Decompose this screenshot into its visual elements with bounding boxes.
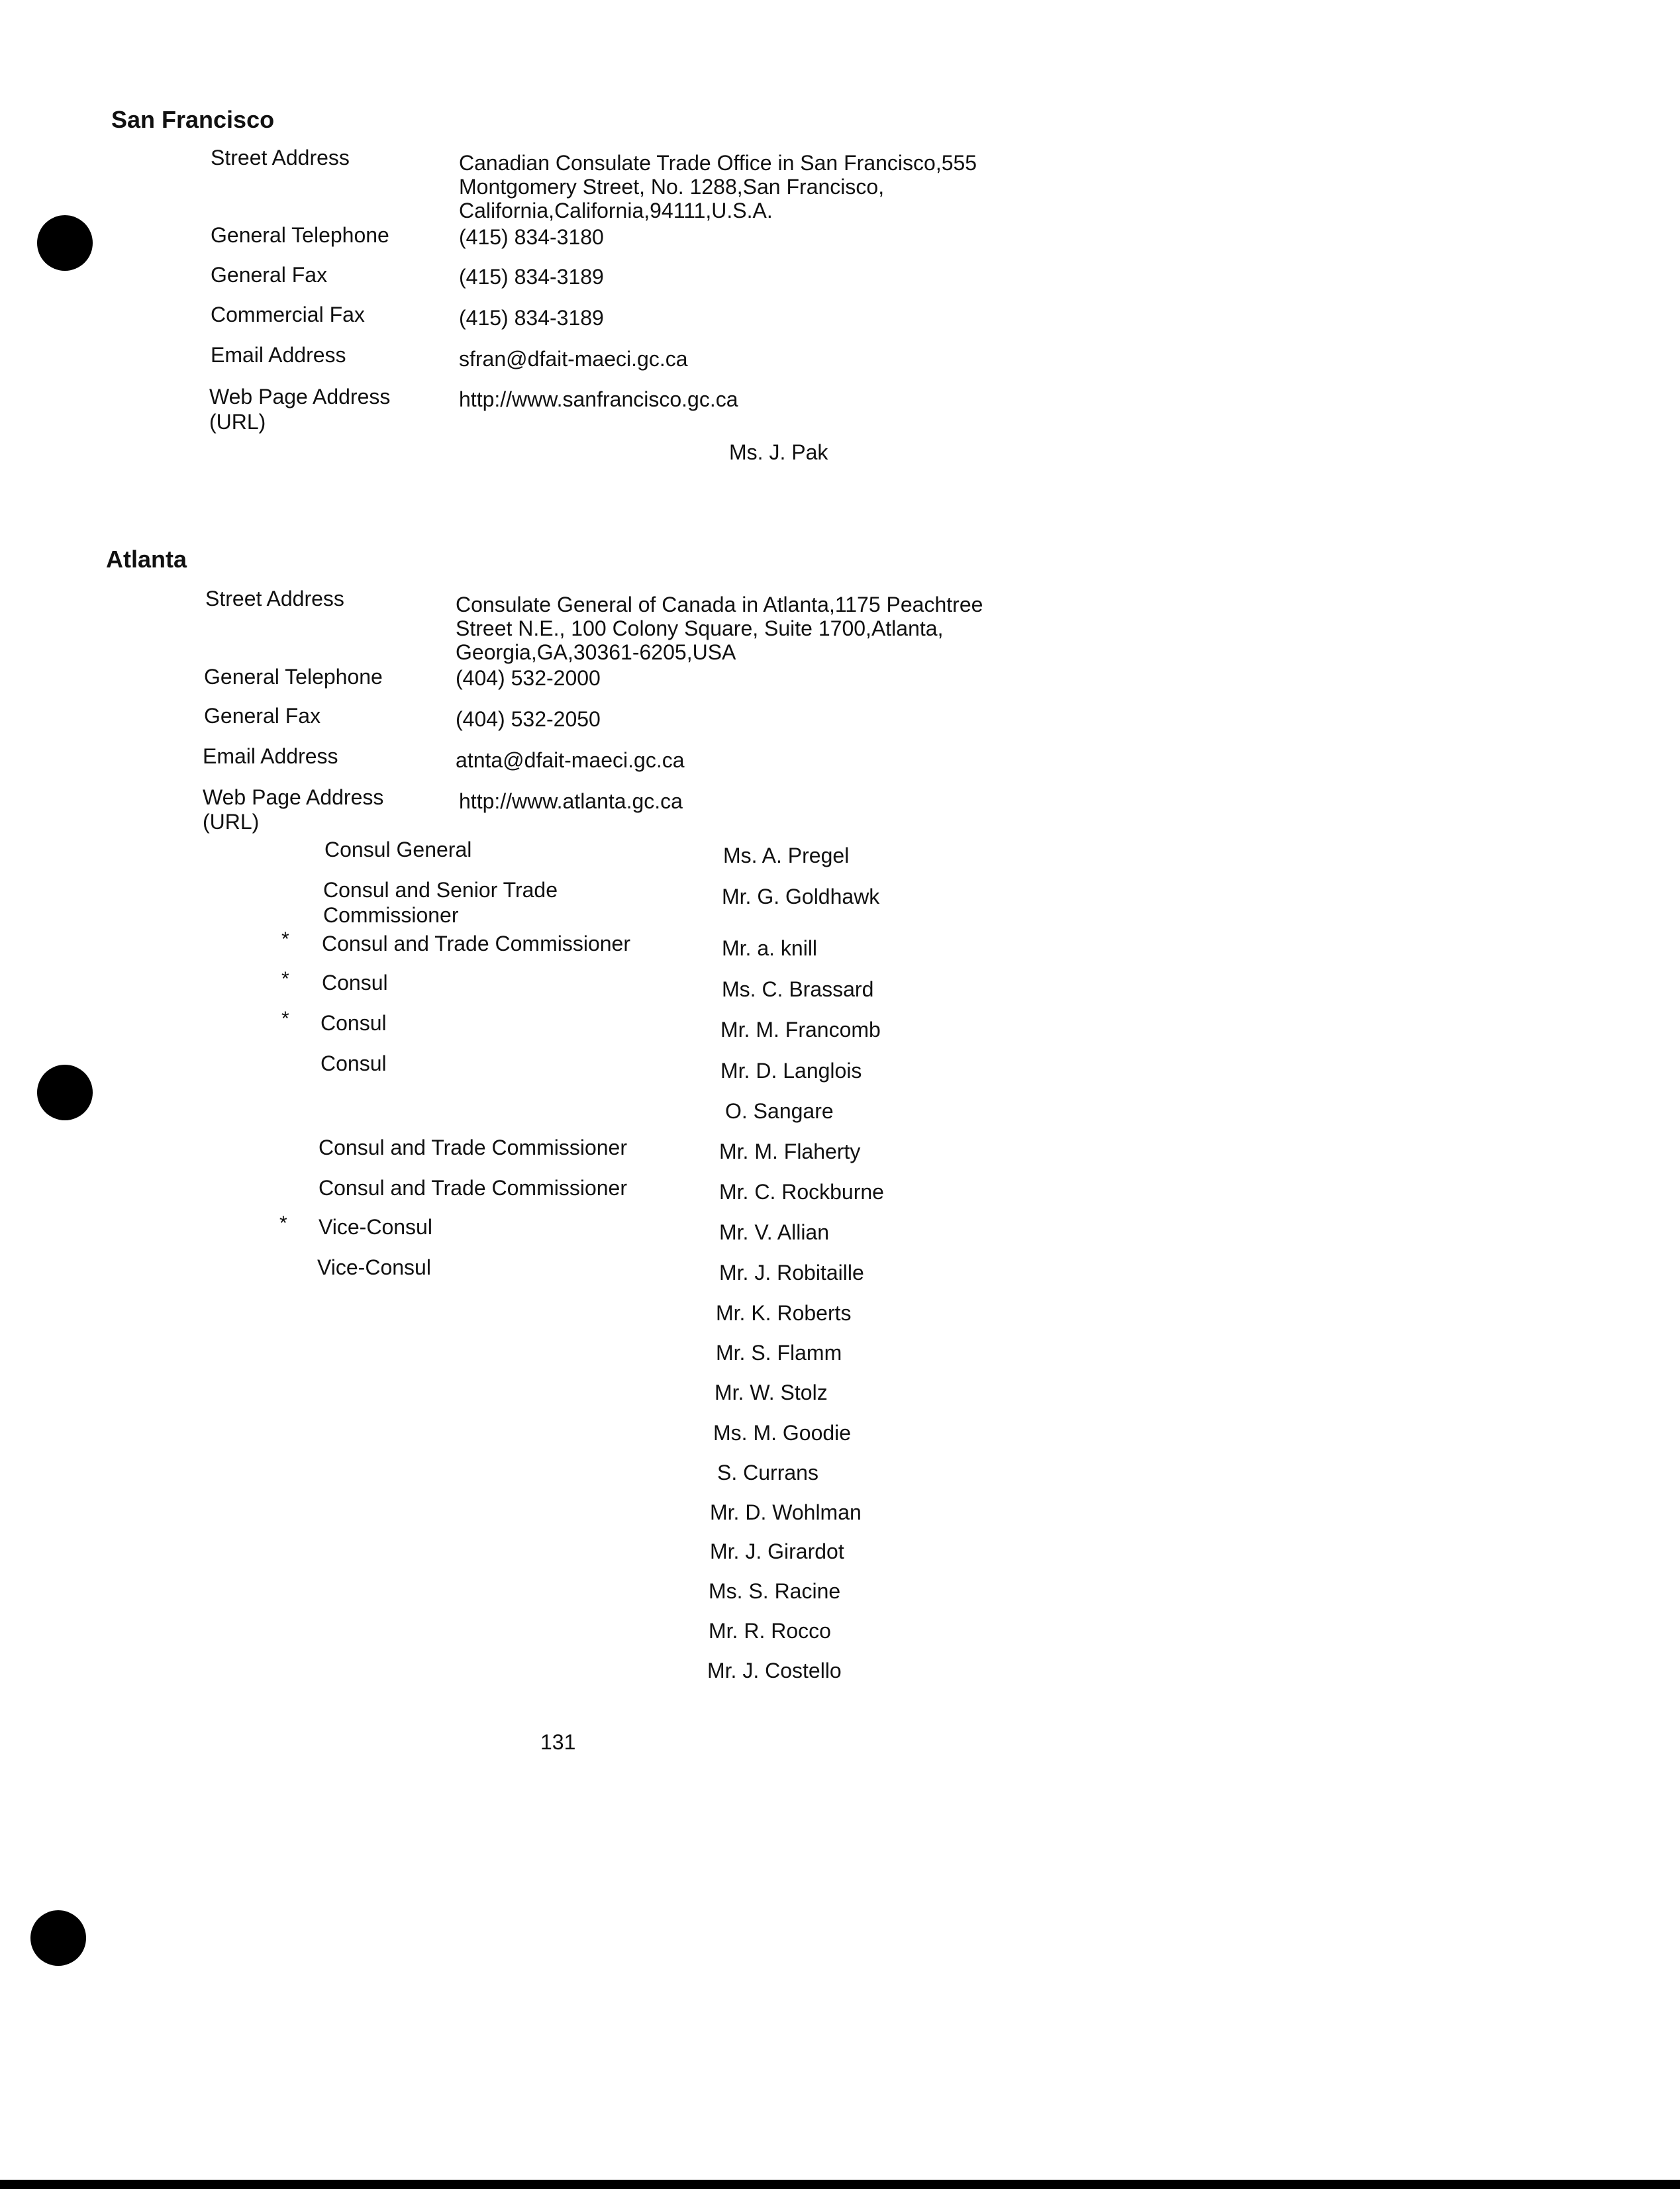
atl-name: Ms. S. Racine — [709, 1579, 841, 1603]
atl-name: Mr. K. Roberts — [716, 1301, 852, 1325]
sf-web-label-line1: Web Page Address — [209, 385, 391, 409]
atl-role-star: * — [281, 1008, 289, 1030]
sf-web-label-line2: (URL) — [209, 410, 266, 434]
atl-street-line1: Consulate General of Canada in Atlanta,1175 Peachtree — [456, 593, 983, 616]
atl-name: Ms. A. Pregel — [723, 844, 850, 867]
atl-name: Mr. M. Flaherty — [719, 1140, 861, 1163]
atl-name: Mr. S. Flamm — [716, 1341, 842, 1365]
sf-commercial-fax-label: Commercial Fax — [211, 303, 365, 326]
atl-name: Mr. R. Rocco — [709, 1619, 831, 1643]
atl-role: Consul and Senior Trade — [323, 878, 558, 902]
atl-role: Vice-Consul — [317, 1255, 431, 1279]
binder-hole-top — [37, 215, 93, 271]
atl-street-label: Street Address — [205, 587, 344, 610]
sf-street-line1: Canadian Consulate Trade Office in San Francisco,555 — [459, 151, 977, 175]
atl-name: Mr. W. Stolz — [715, 1381, 828, 1404]
atl-role: Consul General — [324, 838, 472, 861]
atl-role: Commissioner — [323, 903, 459, 927]
atl-name: S. Currans — [717, 1461, 818, 1484]
binder-hole-bottom — [30, 1910, 86, 1966]
atl-name: Mr. D. Langlois — [720, 1059, 862, 1083]
atl-web-label-line2: (URL) — [203, 810, 260, 834]
atl-name: Mr. G. Goldhawk — [722, 885, 880, 908]
atl-name: Mr. V. Allian — [719, 1220, 830, 1244]
atl-role-star: * — [281, 968, 289, 990]
binder-hole-middle — [37, 1065, 93, 1120]
atlanta-heading: Atlanta — [106, 546, 187, 573]
atl-web-value: http://www.atlanta.gc.ca — [459, 789, 683, 813]
atl-telephone-value: (404) 532-2000 — [456, 666, 601, 690]
atl-name: Mr. D. Wohlman — [710, 1500, 862, 1524]
sf-street-line3: California,California,94111,U.S.A. — [459, 199, 773, 222]
atl-email-value: atnta@dfait-maeci.gc.ca — [456, 748, 685, 772]
sf-email-label: Email Address — [211, 343, 346, 367]
sf-commercial-fax-value: (415) 834-3189 — [459, 306, 604, 330]
atl-role: Consul — [322, 971, 388, 995]
atl-name: Ms. M. Goodie — [713, 1421, 852, 1445]
page-number: 131 — [540, 1730, 576, 1754]
atl-role: Consul — [321, 1011, 387, 1035]
atl-web-label-line1: Web Page Address — [203, 785, 384, 809]
atl-name: Ms. C. Brassard — [722, 977, 874, 1001]
sf-telephone-value: (415) 834-3180 — [459, 225, 604, 249]
atl-role: Consul — [321, 1051, 387, 1075]
atl-name: Mr. C. Rockburne — [719, 1180, 884, 1204]
atl-name: Mr. a. knill — [722, 936, 818, 960]
sf-fax-label: General Fax — [211, 263, 328, 287]
san-francisco-heading: San Francisco — [111, 106, 275, 133]
atl-name: Mr. J. Costello — [707, 1659, 842, 1682]
atl-role-star: * — [279, 1212, 287, 1234]
atl-role: Consul and Trade Commissioner — [322, 932, 630, 955]
atl-street-line2: Street N.E., 100 Colony Square, Suite 1700,Atlanta, — [456, 616, 944, 640]
sf-email-value: sfran@dfait-maeci.gc.ca — [459, 347, 688, 371]
atl-telephone-label: General Telephone — [204, 665, 383, 689]
scan-bottom-edge — [0, 2180, 1680, 2189]
atl-street-line3: Georgia,GA,30361-6205,USA — [456, 640, 736, 664]
atl-fax-label: General Fax — [204, 704, 321, 728]
atl-name: Mr. J. Girardot — [710, 1539, 844, 1563]
sf-street-line2: Montgomery Street, No. 1288,San Francisco, — [459, 175, 885, 199]
sf-telephone-label: General Telephone — [211, 223, 389, 247]
atl-name: O. Sangare — [725, 1099, 834, 1123]
atl-role: Vice-Consul — [319, 1215, 432, 1239]
sf-web-value: http://www.sanfrancisco.gc.ca — [459, 387, 738, 411]
sf-street-label: Street Address — [211, 146, 350, 170]
atl-fax-value: (404) 532-2050 — [456, 707, 601, 731]
sf-fax-value: (415) 834-3189 — [459, 265, 604, 289]
atl-name: Mr. M. Francomb — [720, 1018, 881, 1042]
atl-role: Consul and Trade Commissioner — [319, 1176, 627, 1200]
sf-contact-name: Ms. J. Pak — [729, 440, 828, 464]
atl-role-star: * — [281, 928, 289, 950]
atl-email-label: Email Address — [203, 744, 338, 768]
atl-role: Consul and Trade Commissioner — [319, 1136, 627, 1159]
atl-name: Mr. J. Robitaille — [719, 1261, 864, 1285]
